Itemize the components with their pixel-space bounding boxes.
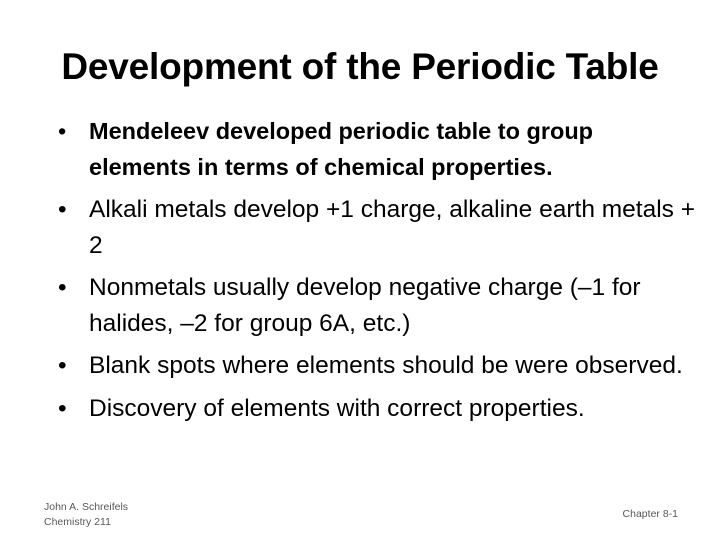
- bullet-dot-icon: •: [58, 196, 67, 223]
- footer-left: [44, 500, 128, 530]
- bullet-item-alkali: [58, 192, 698, 263]
- bullet-dot-icon: •: [58, 274, 67, 301]
- bullet-text: Mendeleev developed periodic table to group elements in terms of chemical properties.: [89, 118, 594, 180]
- bullet-list: [58, 114, 698, 433]
- slide-title: Development of the Periodic Table: [61, 46, 659, 87]
- bullet-text: Discovery of elements with correct properties.: [89, 394, 585, 422]
- footer-page-number: Chapter 8-1: [622, 508, 678, 520]
- bullet-item-mendeleev: [58, 114, 698, 185]
- bullet-dot-icon: •: [58, 394, 67, 422]
- bullet-text: Alkali metals develop +1 charge, alkaline earth metals + 2: [89, 196, 696, 259]
- bullet-item-nonmetals: [58, 270, 698, 341]
- footer-course: Chemistry 211: [44, 516, 111, 528]
- bullet-item-discovery: [58, 391, 698, 427]
- bullet-dot-icon: •: [58, 118, 67, 144]
- bullet-text: Nonmetals usually develop negative charge (–1 for halides, –2 for group 6A, etc.): [89, 274, 641, 337]
- footer-author: John A. Schreifels: [44, 501, 129, 513]
- bullet-item-blank-spots: [58, 348, 698, 384]
- bullet-text: Blank spots where elements should be were observed.: [89, 352, 683, 379]
- bullet-dot-icon: •: [58, 352, 67, 379]
